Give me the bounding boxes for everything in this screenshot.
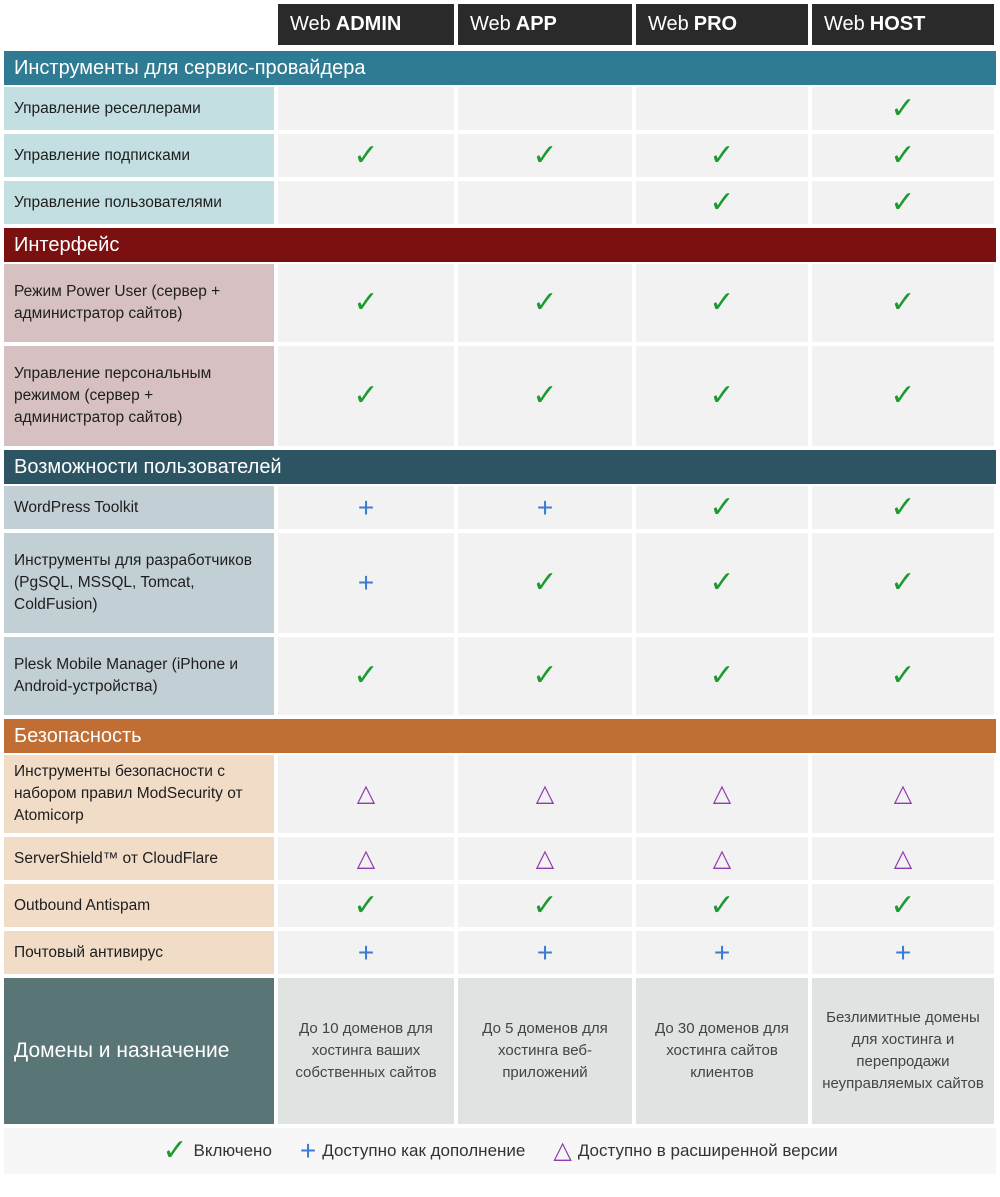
triangle-icon: △ xyxy=(712,780,732,807)
plus-icon: + xyxy=(357,936,375,968)
check-icon: ✓ xyxy=(709,185,735,219)
check-icon: ✓ xyxy=(890,490,916,524)
feature-row xyxy=(4,884,996,927)
domains-cell: До 5 доменов для хостинга веб-приложений xyxy=(458,978,632,1124)
check-icon: ✓ xyxy=(353,888,379,922)
legend-label: Доступно в расширенной версии xyxy=(577,1141,838,1160)
check-icon: ✓ xyxy=(709,659,735,692)
feature-label: Управление персональным режимом (сервер + администратор сайтов) xyxy=(4,346,274,446)
feature-cell xyxy=(636,884,808,927)
feature-cell xyxy=(636,637,808,715)
feature-cell xyxy=(458,533,632,633)
feature-cell xyxy=(458,181,632,224)
feature-row xyxy=(4,533,996,633)
feature-cell xyxy=(458,931,632,974)
feature-cell xyxy=(458,264,632,342)
feature-cell xyxy=(458,87,632,130)
check-icon: ✓ xyxy=(532,286,558,319)
legend-item-extended xyxy=(553,1139,837,1163)
check-icon: ✓ xyxy=(353,379,379,412)
feature-cell xyxy=(812,931,994,974)
feature-cell xyxy=(278,931,454,974)
section-header-security: Безопасность xyxy=(4,719,996,753)
check-icon: ✓ xyxy=(890,91,916,125)
feature-cell xyxy=(812,87,994,130)
column-name: PRO xyxy=(693,13,738,35)
feature-cell xyxy=(278,181,454,224)
feature-cell xyxy=(278,87,454,130)
legend-item-included xyxy=(162,1136,272,1166)
check-icon: ✓ xyxy=(890,138,916,172)
feature-label: ServerShield™ от CloudFlare xyxy=(4,837,274,880)
feature-cell xyxy=(458,637,632,715)
feature-row xyxy=(4,837,996,880)
feature-cell xyxy=(812,134,994,177)
triangle-icon: △ xyxy=(712,844,732,872)
feature-cell xyxy=(636,486,808,529)
feature-cell xyxy=(278,346,454,446)
column-header-pro xyxy=(636,4,808,45)
feature-cell xyxy=(812,181,994,224)
feature-cell xyxy=(812,755,994,833)
check-icon: ✓ xyxy=(709,379,735,412)
feature-cell xyxy=(636,181,808,224)
check-icon: ✓ xyxy=(353,138,379,172)
feature-cell xyxy=(278,755,454,833)
feature-cell xyxy=(812,486,994,529)
feature-cell xyxy=(812,637,994,715)
feature-cell xyxy=(458,134,632,177)
feature-label: Управление реселлерами xyxy=(4,87,274,130)
check-icon: ✓ xyxy=(532,888,558,922)
feature-cell xyxy=(636,346,808,446)
feature-row xyxy=(4,755,996,833)
feature-row xyxy=(4,264,996,342)
check-icon: ✓ xyxy=(709,138,735,172)
triangle-icon: △ xyxy=(535,844,555,872)
feature-label: Почтовый антивирус xyxy=(4,931,274,974)
column-prefix: Web xyxy=(470,13,511,35)
check-icon: ✓ xyxy=(532,659,558,692)
feature-label: Управление пользователями xyxy=(4,181,274,224)
check-icon: ✓ xyxy=(890,286,916,319)
feature-cell xyxy=(636,134,808,177)
feature-row xyxy=(4,931,996,974)
check-icon: ✓ xyxy=(532,379,558,412)
check-icon: ✓ xyxy=(709,888,735,922)
feature-cell xyxy=(636,931,808,974)
feature-row xyxy=(4,181,996,224)
feature-cell xyxy=(636,837,808,880)
check-icon: ✓ xyxy=(353,659,379,692)
feature-cell xyxy=(636,755,808,833)
feature-label: Outbound Antispam xyxy=(4,884,274,927)
check-icon: ✓ xyxy=(890,659,916,692)
feature-cell xyxy=(278,134,454,177)
feature-label: WordPress Toolkit xyxy=(4,486,274,529)
plus-icon: + xyxy=(536,491,554,523)
legend-label: Доступно как дополнение xyxy=(322,1141,526,1160)
feature-row xyxy=(4,346,996,446)
legend xyxy=(4,1128,996,1174)
feature-cell xyxy=(812,264,994,342)
check-icon: ✓ xyxy=(162,1134,188,1167)
column-name: HOST xyxy=(869,13,926,35)
feature-cell xyxy=(458,755,632,833)
feature-cell xyxy=(812,346,994,446)
check-icon: ✓ xyxy=(709,490,735,524)
feature-label: Управление подписками xyxy=(4,134,274,177)
check-icon: ✓ xyxy=(532,566,558,599)
plus-icon: + xyxy=(894,936,912,968)
feature-cell xyxy=(458,346,632,446)
check-icon: ✓ xyxy=(709,286,735,319)
plus-icon: + xyxy=(357,567,375,598)
feature-label: Инструменты безопасности с набором правил ModSecurity от Atomicorp xyxy=(4,755,274,833)
triangle-icon: △ xyxy=(893,844,913,872)
domains-label: Домены и назначение xyxy=(4,978,274,1124)
feature-cell xyxy=(278,884,454,927)
section-header-users: Возможности пользователей xyxy=(4,450,996,484)
legend-item-addon xyxy=(300,1137,525,1165)
check-icon: ✓ xyxy=(890,379,916,412)
feature-cell xyxy=(636,264,808,342)
feature-cell xyxy=(458,837,632,880)
feature-sections xyxy=(0,51,1000,974)
feature-cell xyxy=(278,837,454,880)
column-name: ADMIN xyxy=(335,13,402,35)
column-header-admin xyxy=(278,4,454,45)
feature-cell xyxy=(278,637,454,715)
check-icon: ✓ xyxy=(353,286,379,319)
feature-row xyxy=(4,87,996,130)
feature-cell xyxy=(278,486,454,529)
feature-row xyxy=(4,486,996,529)
domains-cell: До 10 доменов для хостинга ваших собственных сайтов xyxy=(278,978,454,1124)
feature-cell xyxy=(458,884,632,927)
check-icon: ✓ xyxy=(890,566,916,599)
feature-cell xyxy=(458,486,632,529)
feature-row xyxy=(4,134,996,177)
column-prefix: Web xyxy=(290,13,331,35)
triangle-icon: △ xyxy=(893,780,913,807)
check-icon: ✓ xyxy=(709,566,735,599)
triangle-icon: △ xyxy=(356,780,376,807)
feature-cell xyxy=(812,533,994,633)
plus-icon: + xyxy=(357,491,375,523)
triangle-icon: △ xyxy=(535,780,555,807)
domains-row xyxy=(4,978,996,1124)
feature-cell xyxy=(636,533,808,633)
feature-cell xyxy=(812,884,994,927)
column-prefix: Web xyxy=(824,13,865,35)
domains-cell: До 30 доменов для хостинга сайтов клиентов xyxy=(636,978,808,1124)
feature-label: Инструменты для разработчиков (PgSQL, MSSQL, Tomcat, ColdFusion) xyxy=(4,533,274,633)
feature-cell xyxy=(812,837,994,880)
section-header-interface: Интерфейс xyxy=(4,228,996,262)
feature-label: Режим Power User (сервер + администратор сайтов) xyxy=(4,264,274,342)
check-icon: ✓ xyxy=(890,888,916,922)
triangle-icon: △ xyxy=(553,1137,572,1164)
check-icon: ✓ xyxy=(890,185,916,219)
feature-cell xyxy=(278,533,454,633)
triangle-icon: △ xyxy=(356,844,376,872)
section-header-provider: Инструменты для сервис-провайдера xyxy=(4,51,996,85)
plus-icon: + xyxy=(299,1135,317,1166)
plus-icon: + xyxy=(713,936,731,968)
column-header-host xyxy=(812,4,994,45)
legend-label: Включено xyxy=(193,1141,272,1160)
feature-cell xyxy=(636,87,808,130)
feature-cell xyxy=(278,264,454,342)
domains-cell: Безлимитные домены для хостинга и перепродажи неуправляемых сайтов xyxy=(812,978,994,1124)
column-name: APP xyxy=(515,13,557,35)
column-prefix: Web xyxy=(648,13,689,35)
feature-label: Plesk Mobile Manager (iPhone и Android-устройства) xyxy=(4,637,274,715)
feature-row xyxy=(4,637,996,715)
check-icon: ✓ xyxy=(532,138,558,172)
column-header-app xyxy=(458,4,632,45)
column-headers xyxy=(0,0,1000,49)
plus-icon: + xyxy=(536,936,554,968)
